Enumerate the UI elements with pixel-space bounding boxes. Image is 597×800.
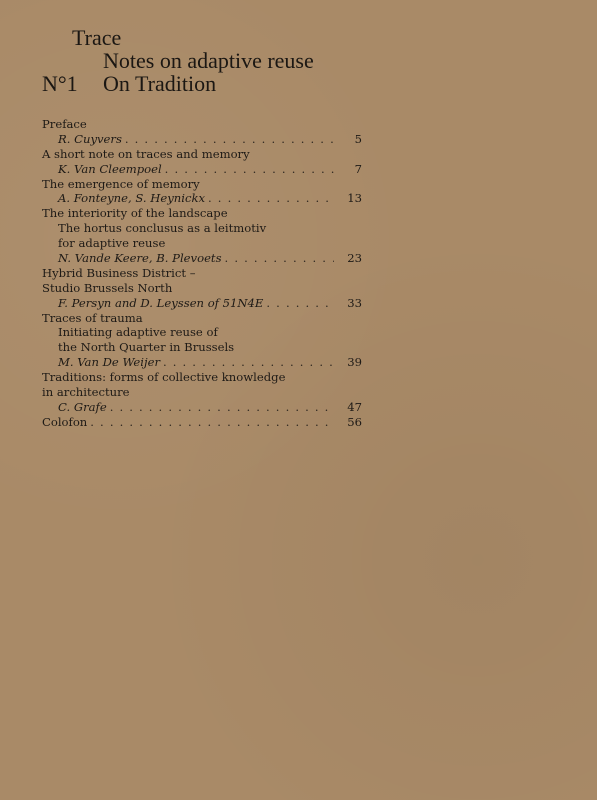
toc-entry-author-line xyxy=(42,251,362,266)
toc-entry-title: The emergence of memory xyxy=(42,176,200,191)
toc-entry-title: A short note on traces and memory xyxy=(42,146,250,161)
dot-leader xyxy=(165,162,334,177)
toc-entry-page: 5 xyxy=(354,131,362,146)
toc-entry-author-line xyxy=(42,355,362,370)
toc-entry-author: N. Vande Keere, B. Plevoets xyxy=(58,251,222,266)
toc-entry-author-line xyxy=(42,191,362,206)
toc-entry-page: 7 xyxy=(354,161,362,176)
toc-entry-page: 23 xyxy=(347,251,362,266)
toc-entry-author-line xyxy=(42,132,362,147)
toc-entry-page: 47 xyxy=(347,399,362,414)
journal-title: Trace xyxy=(72,25,122,50)
toc-entry-page: 39 xyxy=(347,355,362,370)
toc-entry-author-line xyxy=(42,162,362,177)
dot-leader xyxy=(208,191,334,206)
toc-entry[interactable] xyxy=(42,266,362,311)
dot-leader xyxy=(90,415,334,430)
toc-entry-colofon[interactable] xyxy=(42,415,362,430)
toc-entry-detail: for adaptive reuse xyxy=(58,236,166,251)
toc-entry-title: Hybrid Business District – xyxy=(42,265,196,280)
toc-entry-title: Preface xyxy=(42,117,87,131)
toc-entry[interactable] xyxy=(42,117,362,147)
title-block xyxy=(42,24,372,102)
dot-leader xyxy=(110,400,334,415)
toc-entry-title: in architecture xyxy=(42,385,130,400)
dot-leader xyxy=(163,355,334,370)
dot-leader xyxy=(225,251,334,266)
colofon-label: Colofon xyxy=(42,414,88,429)
toc-entry-detail: The hortus conclusus as a leitmotiv xyxy=(58,221,267,236)
colofon-line xyxy=(42,415,362,430)
toc-entry-author: A. Fonteyne, S. Heynickx xyxy=(58,191,206,206)
toc-entry-author: C. Grafe xyxy=(58,399,107,414)
table-of-contents xyxy=(42,117,362,430)
toc-entry-detail: Initiating adaptive reuse of xyxy=(58,325,218,340)
colofon-page: 56 xyxy=(347,414,362,429)
toc-entry-author: M. Van De Weijer xyxy=(58,355,160,370)
toc-entry-title: The interiority of the landscape xyxy=(42,206,228,221)
toc-entry-title: Traces of trauma xyxy=(42,310,143,325)
toc-entry-author-line xyxy=(42,296,362,311)
toc-entry-author: R. Cuyvers xyxy=(58,131,122,146)
toc-entry-page: 13 xyxy=(347,191,362,206)
journal-subtitle: Notes on adaptive reuse xyxy=(103,48,314,73)
toc-entry[interactable] xyxy=(42,370,362,415)
toc-entry[interactable] xyxy=(42,177,362,207)
toc-entry-title: Traditions: forms of collective knowledge xyxy=(42,370,286,385)
issue-title: On Tradition xyxy=(103,71,217,96)
issue-number: N°1 xyxy=(42,71,78,96)
toc-entry-author: F. Persyn and D. Leyssen of 51N4E xyxy=(58,295,264,310)
toc-entry-author-line xyxy=(42,400,362,415)
dot-leader xyxy=(125,132,334,147)
toc-entry[interactable] xyxy=(42,147,362,177)
toc-entry-detail: the North Quarter in Brussels xyxy=(58,340,235,355)
toc-entry-page: 33 xyxy=(347,295,362,310)
toc-entry[interactable] xyxy=(42,311,362,371)
toc-entry-author: K. Van Cleempoel xyxy=(58,161,162,176)
toc-entry-title: Studio Brussels North xyxy=(42,280,173,295)
dot-leader xyxy=(266,296,334,311)
toc-entry[interactable] xyxy=(42,206,362,266)
